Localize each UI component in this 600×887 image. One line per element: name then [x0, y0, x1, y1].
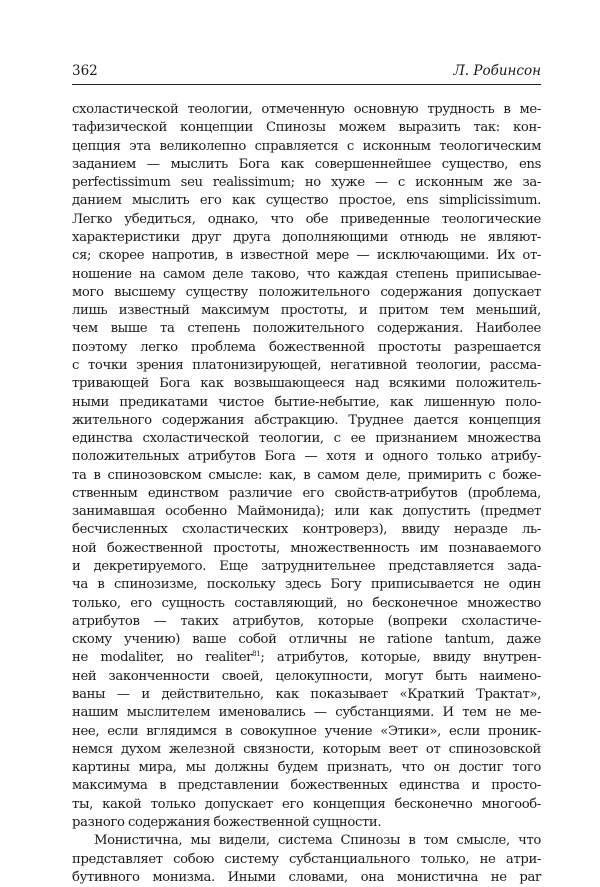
- text-line: жительного содержания абстракцию. Труднее дается концепция: [72, 412, 541, 428]
- text-line: только, его сущность составляющий, но бесконечное множество: [72, 595, 541, 611]
- text-line-part: не modaliter, но realiter: [72, 650, 253, 666]
- text-line: тафизической концепции Спинозы можем выразить так: кон-: [72, 120, 541, 136]
- text-line: лишь известный максимум простоты, и притом тем меньший,: [72, 303, 541, 319]
- text-line: атрибутов — таких атрибутов, которые (вопреки схоластиче-: [72, 613, 541, 629]
- text-line: чем выше та степень положительного содержания. Наиболее: [72, 321, 541, 337]
- text-line: характеристики друг друга дополняющими отнюдь не являют-: [72, 229, 541, 245]
- text-line: заданием — мыслить Бога как совершеннейшее существо, ens: [72, 156, 541, 172]
- text-line: ся; скорее напротив, в известной мере — исключающими. Их от-: [72, 248, 541, 264]
- page-number: 362: [72, 63, 98, 79]
- running-head: [72, 62, 541, 85]
- text-line: ваны — и действительно, как показывает «Краткий Трактат»,: [72, 687, 541, 702]
- text-line: разного содержания божественной сущности.: [72, 814, 382, 830]
- text-line: ными предикатами чистое бытие-небытие, как лишенную поло-: [72, 394, 541, 410]
- text-line: занимавшая особенно Маймонида); или как допустить (предмет: [72, 504, 541, 520]
- text-line: поэтому легко проблема божественной простоты разрешается: [72, 339, 541, 355]
- text-line: мого высшему существу положительного содержания допускает: [72, 284, 541, 300]
- text-line: тривающей Бога как возвышающееся над всякими положитель-: [72, 376, 541, 392]
- text-line: ной божественной простоты, множественность им познаваемого: [72, 540, 541, 556]
- text-line: схоластической теологии, отмеченную основную трудность в ме-: [72, 102, 541, 117]
- body-text: [72, 101, 541, 887]
- text-line: ты, какой только допускает его концепция бесконечно многооб-: [72, 796, 541, 812]
- text-line: ственным единством различие его свойств-атрибутов (проблема,: [72, 485, 541, 501]
- text-line: та в спинозовском смысле: как, в самом деле, примирить с боже-: [72, 467, 541, 483]
- footnote-ref: 81: [252, 650, 261, 659]
- text-line: данием мыслить его как существо простое, ens simplicissimum.: [72, 193, 541, 209]
- text-line: perfectissimum seu realissimum; но хуже — с исконным же за-: [72, 175, 541, 191]
- text-line: картины мира, мы должны будем признать, что он достиг того: [72, 760, 541, 776]
- text-line: Легко убедиться, однако, что обе приведенные теологические: [72, 211, 541, 227]
- text-line: и декретируемого. Еще затруднительнее представляется зада-: [72, 559, 541, 575]
- text-line: бесчисленных схоластических контроверз), ввиду неразде ль-: [72, 522, 541, 538]
- text-line: Монистична, мы видели, система Спинозы в том смысле, что: [94, 833, 541, 849]
- text-line: положительных атрибутов Бога — хотя и одного только атрибу-: [72, 449, 541, 465]
- running-head-author: Л. Робинсон: [453, 63, 541, 79]
- text-line: нее, если вглядимся в совокупное учение «Этики», если проник-: [72, 723, 541, 739]
- text-line-with-footnote: [72, 649, 541, 667]
- text-line: с точки зрения платонизирующей, негативной теологии, рассма-: [72, 357, 541, 373]
- text-line: ношение на самом деле таково, что каждая степень приписывае-: [72, 266, 541, 282]
- text-line: представляет собою систему субстанциального только, не атри-: [72, 851, 541, 867]
- text-line: ней законченности своей, целокупности, могут быть наимено-: [72, 668, 541, 684]
- page: [72, 62, 541, 887]
- text-line: бутивного монизма. Иными словами, она монистична не par: [72, 869, 541, 885]
- text-line: скому учению) ваше собой отличны не ratione tantum, даже: [72, 632, 541, 648]
- text-line: немся духом железной связности, которым веет от спинозовской: [72, 741, 541, 757]
- text-line: ча в спинозизме, поскольку здесь Богу приписывается не один: [72, 577, 541, 593]
- text-line: максимума в представлении божественных единства и просто-: [72, 778, 541, 794]
- text-line-part: ; атрибутов, которые, ввиду внутрен-: [260, 650, 541, 666]
- text-line: единства схоластической теологии, с ее признанием множества: [72, 431, 541, 447]
- text-line: цепция эта великолепно справляется с исконным теологическим: [72, 138, 541, 154]
- text-line: нашим мыслителем именовались — субстанциями. И тем не ме-: [72, 705, 541, 721]
